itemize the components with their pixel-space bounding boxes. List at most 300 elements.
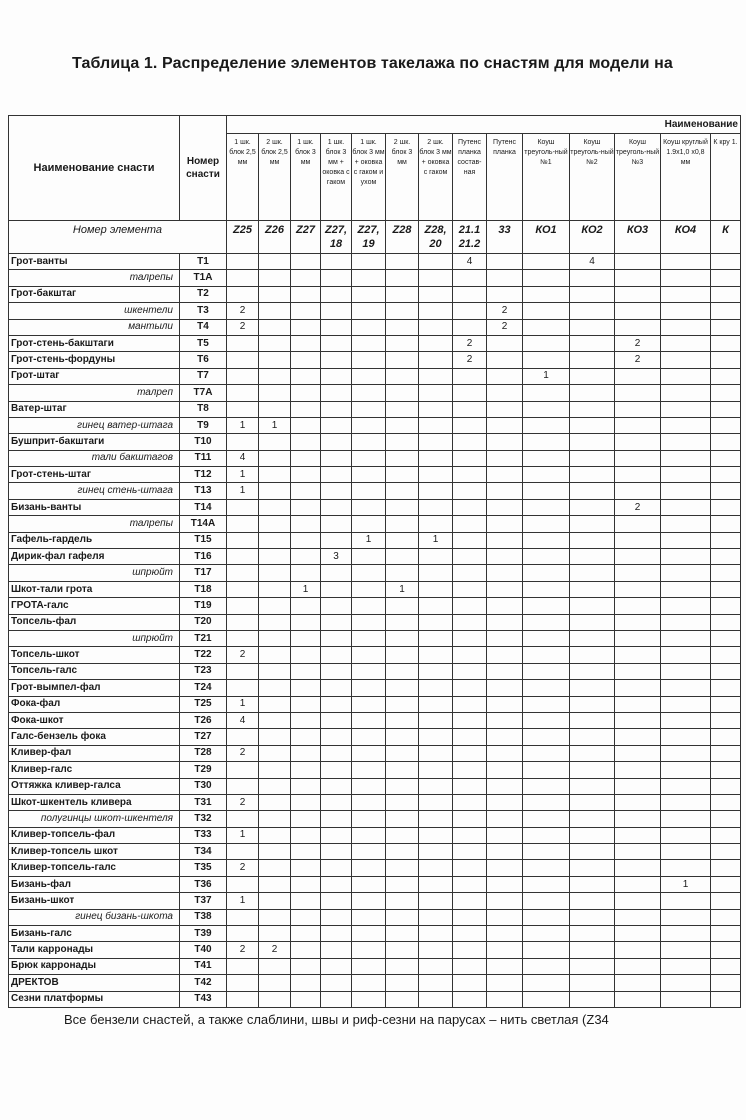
quantity-cell	[352, 680, 386, 696]
quantity-cell	[419, 991, 453, 1007]
table-row	[9, 647, 741, 663]
element-code: КО3	[615, 221, 661, 254]
quantity-cell	[661, 614, 711, 630]
quantity-cell	[615, 647, 661, 663]
quantity-cell	[386, 762, 419, 778]
quantity-cell	[523, 319, 570, 335]
quantity-cell	[386, 352, 419, 368]
rigging-code: T4	[180, 319, 227, 335]
quantity-cell	[661, 270, 711, 286]
quantity-cell: 2	[227, 942, 259, 958]
quantity-cell	[453, 696, 487, 712]
column-header: Коуш треуголь-ный №3	[615, 134, 661, 221]
quantity-cell	[259, 368, 291, 384]
column-header: Коуш круглый 1.9х1,0 х0,8 мм	[661, 134, 711, 221]
quantity-cell	[259, 926, 291, 942]
rigging-code: T14	[180, 499, 227, 515]
quantity-cell	[453, 712, 487, 728]
quantity-cell	[259, 581, 291, 597]
quantity-cell: 1	[227, 893, 259, 909]
quantity-cell	[615, 680, 661, 696]
quantity-cell	[291, 368, 321, 384]
quantity-cell	[570, 385, 615, 401]
table-row	[9, 893, 741, 909]
quantity-cell	[523, 942, 570, 958]
quantity-cell	[570, 335, 615, 351]
quantity-cell	[259, 614, 291, 630]
rigging-name: Шкот-шкентель кливера	[9, 794, 180, 810]
quantity-cell	[570, 647, 615, 663]
rigging-code: T42	[180, 975, 227, 991]
quantity-cell	[259, 975, 291, 991]
quantity-cell	[661, 729, 711, 745]
quantity-cell	[487, 352, 523, 368]
quantity-cell	[321, 778, 352, 794]
quantity-cell	[291, 499, 321, 515]
quantity-cell	[386, 565, 419, 581]
quantity-cell	[661, 516, 711, 532]
quantity-cell	[523, 794, 570, 810]
rigging-code: T14A	[180, 516, 227, 532]
quantity-cell	[570, 565, 615, 581]
element-code: Z28, 20	[419, 221, 453, 254]
quantity-cell	[386, 794, 419, 810]
quantity-cell	[419, 286, 453, 302]
quantity-cell	[615, 254, 661, 270]
element-code: Z25	[227, 221, 259, 254]
table-row	[9, 254, 741, 270]
quantity-cell	[570, 696, 615, 712]
rigging-code: T18	[180, 581, 227, 597]
quantity-cell	[291, 762, 321, 778]
quantity-cell	[711, 958, 741, 974]
table-row	[9, 794, 741, 810]
quantity-cell	[419, 975, 453, 991]
quantity-cell: 1	[419, 532, 453, 548]
quantity-cell	[615, 844, 661, 860]
quantity-cell	[661, 286, 711, 302]
quantity-cell	[227, 778, 259, 794]
quantity-cell	[259, 745, 291, 761]
quantity-cell	[321, 876, 352, 892]
quantity-cell	[453, 385, 487, 401]
quantity-cell	[570, 893, 615, 909]
quantity-cell	[259, 778, 291, 794]
quantity-cell	[386, 647, 419, 663]
element-code: 21.1 21.2	[453, 221, 487, 254]
quantity-cell	[386, 778, 419, 794]
quantity-cell	[419, 680, 453, 696]
quantity-cell	[570, 926, 615, 942]
quantity-cell	[487, 483, 523, 499]
quantity-cell	[321, 844, 352, 860]
quantity-cell	[615, 729, 661, 745]
quantity-cell	[487, 696, 523, 712]
quantity-cell	[661, 991, 711, 1007]
rigging-code: T7A	[180, 385, 227, 401]
table-row	[9, 385, 741, 401]
quantity-cell	[711, 630, 741, 646]
quantity-cell	[227, 909, 259, 925]
quantity-cell: 2	[615, 335, 661, 351]
quantity-cell	[487, 549, 523, 565]
quantity-cell	[570, 958, 615, 974]
quantity-cell	[386, 663, 419, 679]
table-row	[9, 335, 741, 351]
quantity-cell	[259, 860, 291, 876]
quantity-cell	[352, 778, 386, 794]
quantity-cell	[352, 401, 386, 417]
quantity-cell	[711, 844, 741, 860]
quantity-cell	[523, 352, 570, 368]
table-row	[9, 696, 741, 712]
quantity-cell	[615, 745, 661, 761]
quantity-cell	[711, 581, 741, 597]
quantity-cell	[453, 483, 487, 499]
quantity-cell	[661, 975, 711, 991]
quantity-cell	[259, 696, 291, 712]
quantity-cell	[615, 991, 661, 1007]
quantity-cell	[661, 385, 711, 401]
rigging-name: Тали карронады	[9, 942, 180, 958]
table-row	[9, 467, 741, 483]
rigging-name: ГРОТА-галс	[9, 598, 180, 614]
quantity-cell	[419, 614, 453, 630]
quantity-cell	[419, 450, 453, 466]
quantity-cell: 1	[227, 417, 259, 433]
rigging-name: Топсель-фал	[9, 614, 180, 630]
quantity-cell	[419, 483, 453, 499]
quantity-cell	[711, 614, 741, 630]
quantity-cell	[487, 680, 523, 696]
quantity-cell	[615, 483, 661, 499]
table-row	[9, 712, 741, 728]
quantity-cell	[259, 467, 291, 483]
quantity-cell	[291, 614, 321, 630]
quantity-cell	[711, 778, 741, 794]
table-row	[9, 303, 741, 319]
quantity-cell	[291, 270, 321, 286]
column-header: 2 шк. блок 3 мм + оковка с гаком	[419, 134, 453, 221]
quantity-cell: 2	[615, 352, 661, 368]
quantity-cell	[419, 516, 453, 532]
quantity-cell	[487, 270, 523, 286]
rigging-name: тали бакштагов	[9, 450, 180, 466]
quantity-cell	[352, 614, 386, 630]
quantity-cell	[570, 417, 615, 433]
quantity-cell	[615, 909, 661, 925]
quantity-cell	[523, 483, 570, 499]
quantity-cell	[227, 335, 259, 351]
quantity-cell	[227, 581, 259, 597]
quantity-cell	[321, 532, 352, 548]
quantity-cell	[453, 876, 487, 892]
quantity-cell	[523, 254, 570, 270]
quantity-cell	[661, 368, 711, 384]
rigging-code: T41	[180, 958, 227, 974]
quantity-cell	[321, 286, 352, 302]
quantity-cell	[321, 270, 352, 286]
quantity-cell	[352, 745, 386, 761]
rigging-name: Ватер-штаг	[9, 401, 180, 417]
rigging-name: талрепы	[9, 516, 180, 532]
rigging-name: Шкот-тали грота	[9, 581, 180, 597]
quantity-cell	[523, 401, 570, 417]
quantity-cell	[386, 614, 419, 630]
element-code: КО1	[523, 221, 570, 254]
quantity-cell	[711, 434, 741, 450]
rigging-code: T22	[180, 647, 227, 663]
quantity-cell	[259, 893, 291, 909]
quantity-cell	[352, 844, 386, 860]
quantity-cell	[661, 483, 711, 499]
quantity-cell	[419, 368, 453, 384]
code-header: Номер снасти	[180, 116, 227, 221]
quantity-cell	[259, 729, 291, 745]
quantity-cell	[259, 598, 291, 614]
quantity-cell	[227, 663, 259, 679]
column-header: 1 шк. блок 3 мм + оковка с гаком и ухом	[352, 134, 386, 221]
table-row	[9, 778, 741, 794]
rigging-code: T12	[180, 467, 227, 483]
quantity-cell: 4	[570, 254, 615, 270]
quantity-cell: 4	[227, 450, 259, 466]
quantity-cell: 1	[523, 368, 570, 384]
quantity-cell	[321, 926, 352, 942]
quantity-cell	[419, 565, 453, 581]
quantity-cell: 4	[227, 712, 259, 728]
element-code: Z27, 18	[321, 221, 352, 254]
quantity-cell	[259, 712, 291, 728]
quantity-cell	[487, 254, 523, 270]
quantity-cell	[352, 303, 386, 319]
table-row	[9, 417, 741, 433]
quantity-cell	[291, 827, 321, 843]
quantity-cell	[453, 565, 487, 581]
quantity-cell	[453, 991, 487, 1007]
quantity-cell	[227, 401, 259, 417]
quantity-cell	[523, 516, 570, 532]
rigging-name: Брюк карронады	[9, 958, 180, 974]
quantity-cell	[386, 450, 419, 466]
rigging-code: T25	[180, 696, 227, 712]
quantity-cell	[259, 319, 291, 335]
quantity-cell	[321, 385, 352, 401]
quantity-cell	[291, 516, 321, 532]
rigging-name: Кливер-топсель шкот	[9, 844, 180, 860]
quantity-cell	[321, 499, 352, 515]
quantity-cell	[386, 991, 419, 1007]
rigging-code: T16	[180, 549, 227, 565]
rigging-name: Галс-бензель фока	[9, 729, 180, 745]
quantity-cell	[419, 499, 453, 515]
quantity-cell	[661, 893, 711, 909]
quantity-cell	[615, 794, 661, 810]
quantity-cell	[487, 745, 523, 761]
quantity-cell	[570, 794, 615, 810]
quantity-cell	[386, 893, 419, 909]
element-code: КО4	[661, 221, 711, 254]
quantity-cell	[615, 598, 661, 614]
quantity-cell	[711, 499, 741, 515]
quantity-cell	[291, 991, 321, 1007]
quantity-cell	[321, 254, 352, 270]
quantity-cell	[291, 598, 321, 614]
rigging-name: Бизань-шкот	[9, 893, 180, 909]
quantity-cell	[227, 876, 259, 892]
quantity-cell	[661, 794, 711, 810]
quantity-cell	[711, 565, 741, 581]
quantity-cell	[453, 401, 487, 417]
quantity-cell	[352, 926, 386, 942]
quantity-cell	[259, 385, 291, 401]
quantity-cell	[487, 663, 523, 679]
quantity-cell	[453, 942, 487, 958]
quantity-cell	[386, 876, 419, 892]
quantity-cell	[419, 942, 453, 958]
quantity-cell	[711, 975, 741, 991]
quantity-cell	[523, 286, 570, 302]
quantity-cell	[321, 827, 352, 843]
quantity-cell	[352, 549, 386, 565]
quantity-cell	[523, 926, 570, 942]
quantity-cell	[386, 598, 419, 614]
rigging-name: Грот-бакштаг	[9, 286, 180, 302]
quantity-cell	[615, 958, 661, 974]
quantity-cell	[352, 565, 386, 581]
quantity-cell	[661, 352, 711, 368]
quantity-cell: 1	[352, 532, 386, 548]
quantity-cell	[453, 516, 487, 532]
quantity-cell	[419, 434, 453, 450]
quantity-cell	[352, 876, 386, 892]
quantity-cell	[419, 401, 453, 417]
quantity-cell	[352, 909, 386, 925]
quantity-cell	[570, 745, 615, 761]
column-header: 1 шк. блок 2,5 мм	[227, 134, 259, 221]
rigging-name: Кливер-топсель-фал	[9, 827, 180, 843]
quantity-cell	[711, 450, 741, 466]
rigging-name: Кливер-топсель-галс	[9, 860, 180, 876]
rigging-name: Грот-стень-фордуны	[9, 352, 180, 368]
table-row	[9, 270, 741, 286]
quantity-cell	[352, 729, 386, 745]
quantity-cell	[453, 762, 487, 778]
column-header: Путенс планка	[487, 134, 523, 221]
quantity-cell	[570, 581, 615, 597]
quantity-cell	[321, 630, 352, 646]
rigging-code: T43	[180, 991, 227, 1007]
quantity-cell	[259, 565, 291, 581]
rigging-code: T24	[180, 680, 227, 696]
quantity-cell	[386, 958, 419, 974]
quantity-cell	[615, 663, 661, 679]
quantity-cell	[291, 926, 321, 942]
quantity-cell	[523, 532, 570, 548]
column-header: 1 шк. блок 3 мм	[291, 134, 321, 221]
quantity-cell	[419, 696, 453, 712]
quantity-cell	[570, 680, 615, 696]
quantity-cell	[711, 696, 741, 712]
quantity-cell	[291, 958, 321, 974]
quantity-cell	[711, 270, 741, 286]
quantity-cell	[291, 909, 321, 925]
quantity-cell	[453, 647, 487, 663]
quantity-cell	[259, 844, 291, 860]
quantity-cell	[487, 286, 523, 302]
quantity-cell	[291, 975, 321, 991]
quantity-cell	[453, 598, 487, 614]
rigging-code: T34	[180, 844, 227, 860]
group-header-row	[9, 116, 741, 134]
quantity-cell	[523, 663, 570, 679]
rigging-code: T27	[180, 729, 227, 745]
quantity-cell	[227, 434, 259, 450]
rigging-code: T35	[180, 860, 227, 876]
quantity-cell	[661, 860, 711, 876]
quantity-cell	[661, 647, 711, 663]
quantity-cell	[321, 745, 352, 761]
quantity-cell: 1	[291, 581, 321, 597]
quantity-cell	[227, 286, 259, 302]
quantity-cell	[487, 926, 523, 942]
quantity-cell	[291, 811, 321, 827]
quantity-cell	[570, 598, 615, 614]
quantity-cell	[661, 401, 711, 417]
quantity-cell	[386, 434, 419, 450]
rigging-name: мантыли	[9, 319, 180, 335]
quantity-cell	[487, 565, 523, 581]
quantity-cell	[419, 581, 453, 597]
quantity-cell	[259, 958, 291, 974]
rigging-code: T10	[180, 434, 227, 450]
quantity-cell	[419, 335, 453, 351]
quantity-cell: 2	[227, 647, 259, 663]
quantity-cell	[453, 581, 487, 597]
column-header: Коуш треуголь-ный №1	[523, 134, 570, 221]
quantity-cell	[419, 844, 453, 860]
quantity-cell	[227, 385, 259, 401]
quantity-cell	[711, 680, 741, 696]
quantity-cell	[523, 565, 570, 581]
rigging-name: гинец стень-штага	[9, 483, 180, 499]
quantity-cell	[453, 680, 487, 696]
quantity-cell	[615, 549, 661, 565]
rigging-name: Фока-фал	[9, 696, 180, 712]
quantity-cell	[386, 745, 419, 761]
quantity-cell	[523, 335, 570, 351]
quantity-cell	[711, 303, 741, 319]
quantity-cell	[615, 630, 661, 646]
quantity-cell	[259, 335, 291, 351]
quantity-cell	[661, 762, 711, 778]
quantity-cell	[711, 483, 741, 499]
quantity-cell	[487, 417, 523, 433]
quantity-cell	[711, 532, 741, 548]
rigging-code: T11	[180, 450, 227, 466]
quantity-cell	[661, 958, 711, 974]
quantity-cell	[711, 254, 741, 270]
table-row	[9, 565, 741, 581]
quantity-cell	[487, 401, 523, 417]
quantity-cell	[227, 270, 259, 286]
quantity-cell	[661, 844, 711, 860]
quantity-cell: 2	[487, 319, 523, 335]
quantity-cell	[523, 762, 570, 778]
quantity-cell	[711, 352, 741, 368]
quantity-cell	[321, 712, 352, 728]
quantity-cell	[259, 286, 291, 302]
